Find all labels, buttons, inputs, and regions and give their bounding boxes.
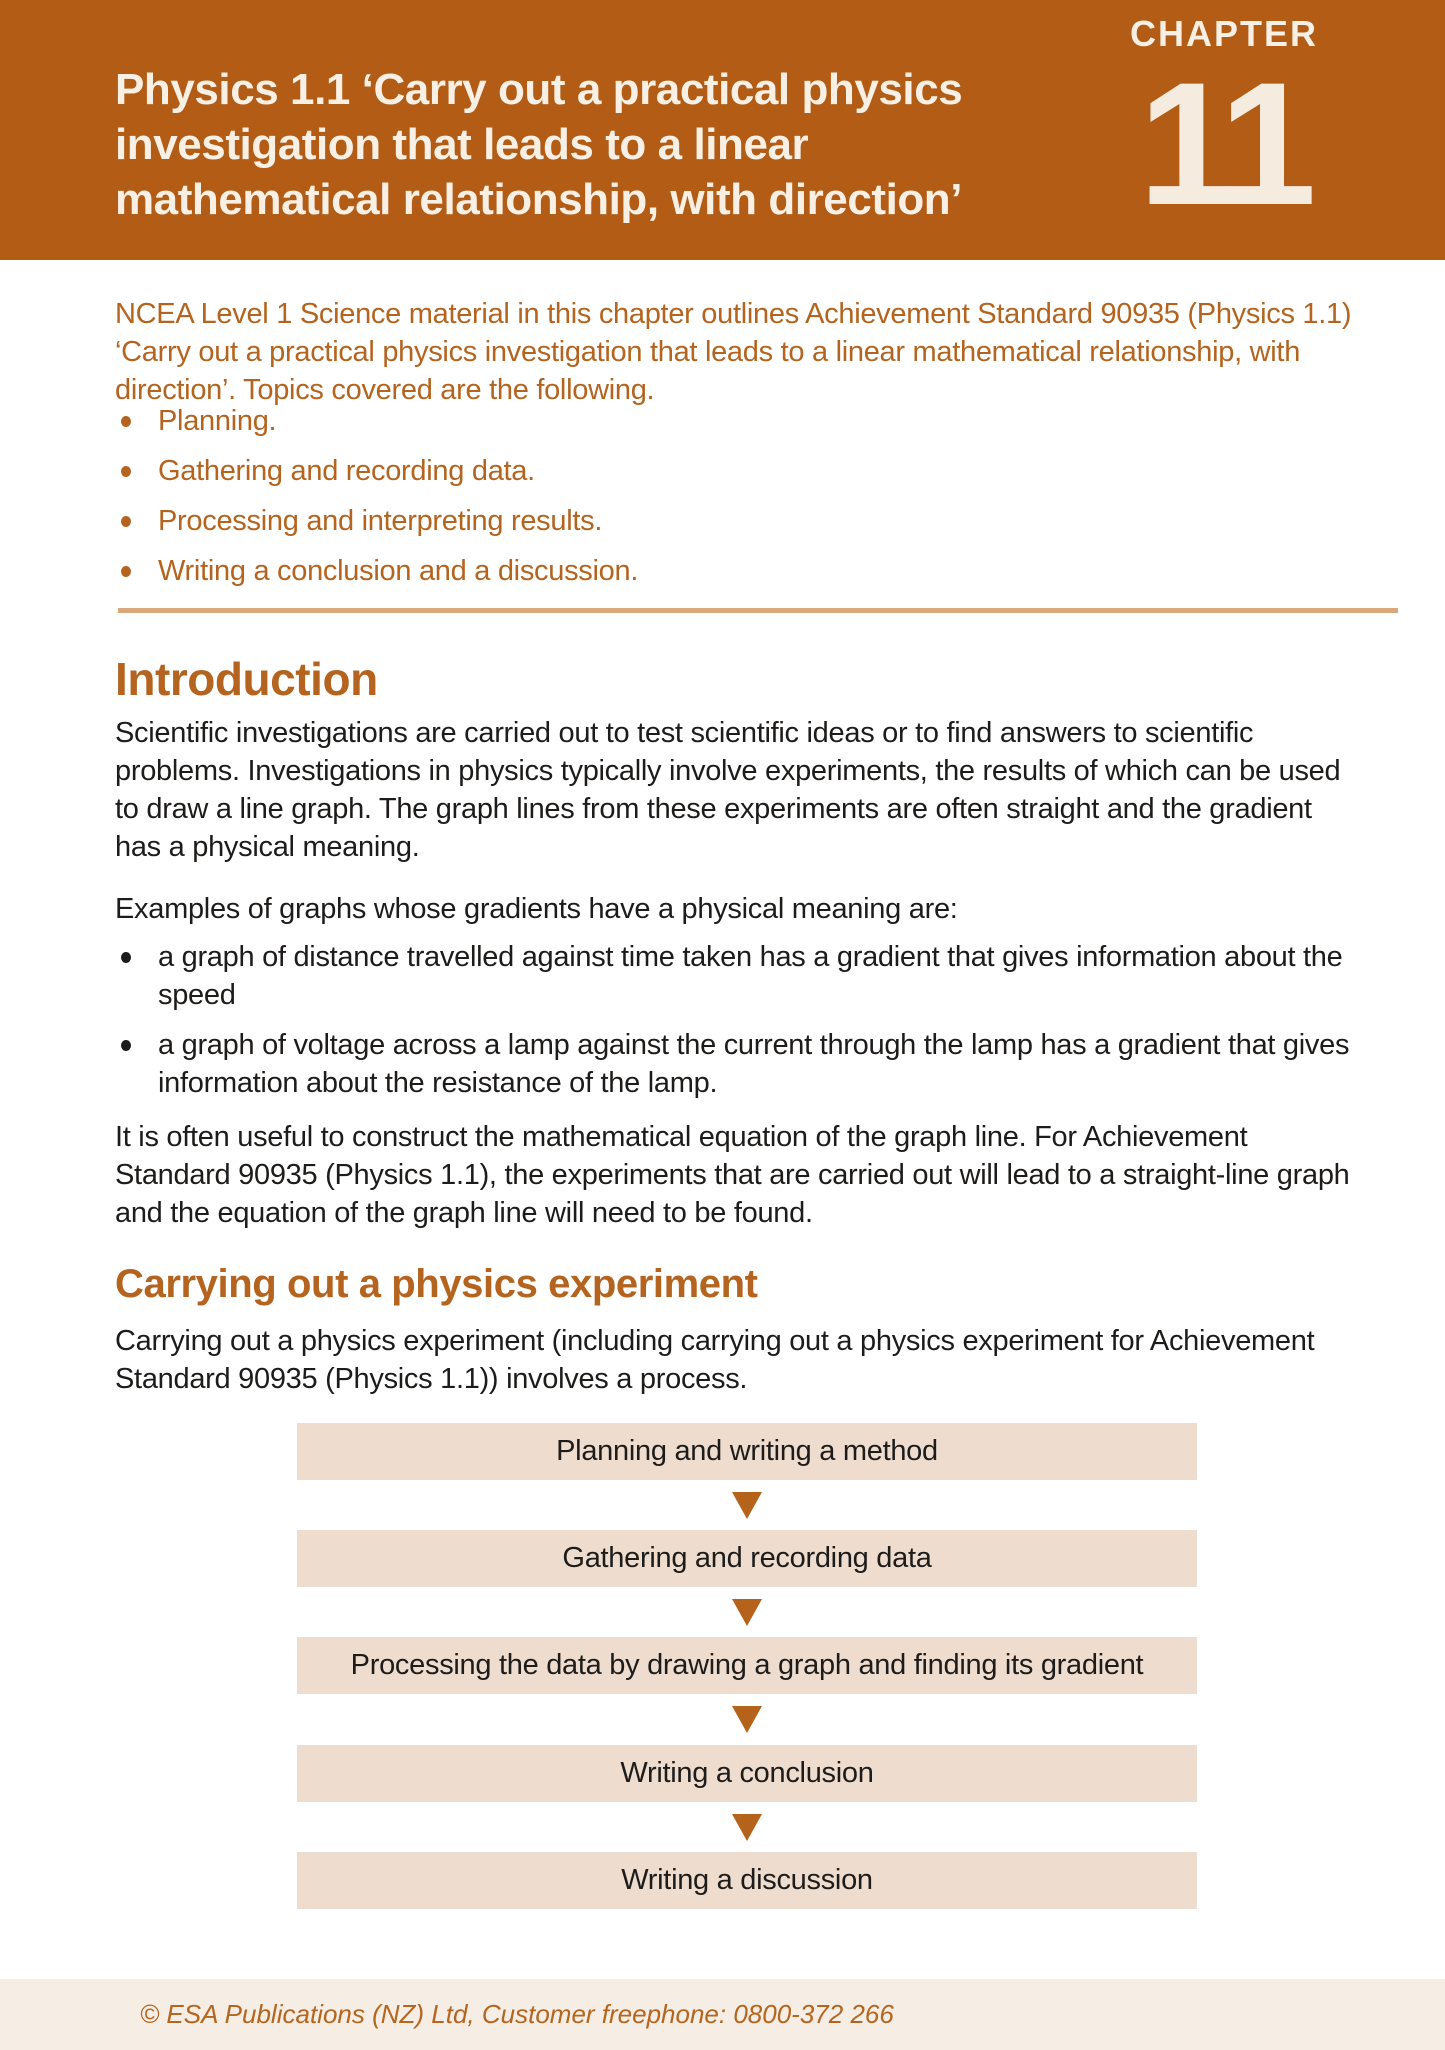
introduction-paragraph-2: Examples of graphs whose gradients have a physical meaning are:	[115, 893, 958, 925]
chapter-title-line-2: investigation that leads to a linear	[115, 120, 809, 169]
examples-list	[115, 938, 1360, 1114]
examples-list-item: a graph of voltage across a lamp against the current through the lamp has a gradient that gives information about the resistance of the lamp.	[115, 1026, 1360, 1102]
flow-step-processing: Processing the data by drawing a graph and finding its gradient	[297, 1637, 1197, 1694]
topics-list-item: Planning.	[115, 402, 1355, 440]
introduction-paragraph-1: Scientific investigations are carried out to test scientific ideas or to find answers to scientific problems. Investigations in physics typically involve experiments, the results of which can be used to draw a line graph. The graph lines from these experiments are often straight and the gradient has a physical meaning.	[115, 717, 1341, 863]
chapter-number: 11	[1138, 47, 1310, 242]
chapter-banner	[0, 0, 1445, 260]
introduction-heading: Introduction	[115, 653, 378, 705]
chapter-badge	[1113, 12, 1335, 242]
chapter-title-line-3: mathematical relationship, with direction’	[115, 175, 963, 224]
topics-list-item: Gathering and recording data.	[115, 452, 1355, 490]
examples-list-item: a graph of distance travelled against time taken has a gradient that gives information about the speed	[115, 938, 1360, 1014]
overview-paragraph: NCEA Level 1 Science material in this chapter outlines Achievement Standard 90935 (Physics 1.1) ‘Carry out a practical physics investigation that leads to a linear mathematical relationship, with direction’. Topics covered are the following.	[115, 298, 1352, 406]
chapter-title-line-1: Physics 1.1 ‘Carry out a practical physics	[115, 65, 963, 114]
introduction-paragraph-3: It is often useful to construct the mathematical equation of the graph line. For Achievement Standard 90935 (Physics 1.1), the experiments that are carried out will lead to a straight-line graph and the equation of the graph line will need to be found.	[115, 1121, 1350, 1229]
chapter-title	[115, 62, 962, 227]
footer-bar	[0, 1979, 1445, 2050]
arrow-down-icon	[732, 1814, 762, 1841]
chapter-label: CHAPTER	[1129, 13, 1318, 54]
arrow-down-icon	[732, 1706, 762, 1733]
flow-step-discussion: Writing a discussion	[297, 1852, 1197, 1909]
topics-list-item: Writing a conclusion and a discussion.	[115, 552, 1355, 590]
experiment-heading: Carrying out a physics experiment	[115, 1262, 758, 1306]
topics-list	[115, 402, 1355, 602]
flow-step-conclusion: Writing a conclusion	[297, 1745, 1197, 1802]
section-divider	[118, 608, 1398, 613]
flow-step-planning: Planning and writing a method	[297, 1423, 1197, 1480]
flow-step-gathering: Gathering and recording data	[297, 1530, 1197, 1587]
arrow-down-icon	[732, 1492, 762, 1519]
topics-list-item: Processing and interpreting results.	[115, 502, 1355, 540]
experiment-paragraph: Carrying out a physics experiment (including carrying out a physics experiment for Achievement Standard 90935 (Physics 1.1)) involves a process.	[115, 1325, 1315, 1395]
arrow-down-icon	[732, 1599, 762, 1626]
footer-copyright: © ESA Publications (NZ) Ltd, Customer freephone: 0800-372 266	[140, 1999, 894, 2029]
